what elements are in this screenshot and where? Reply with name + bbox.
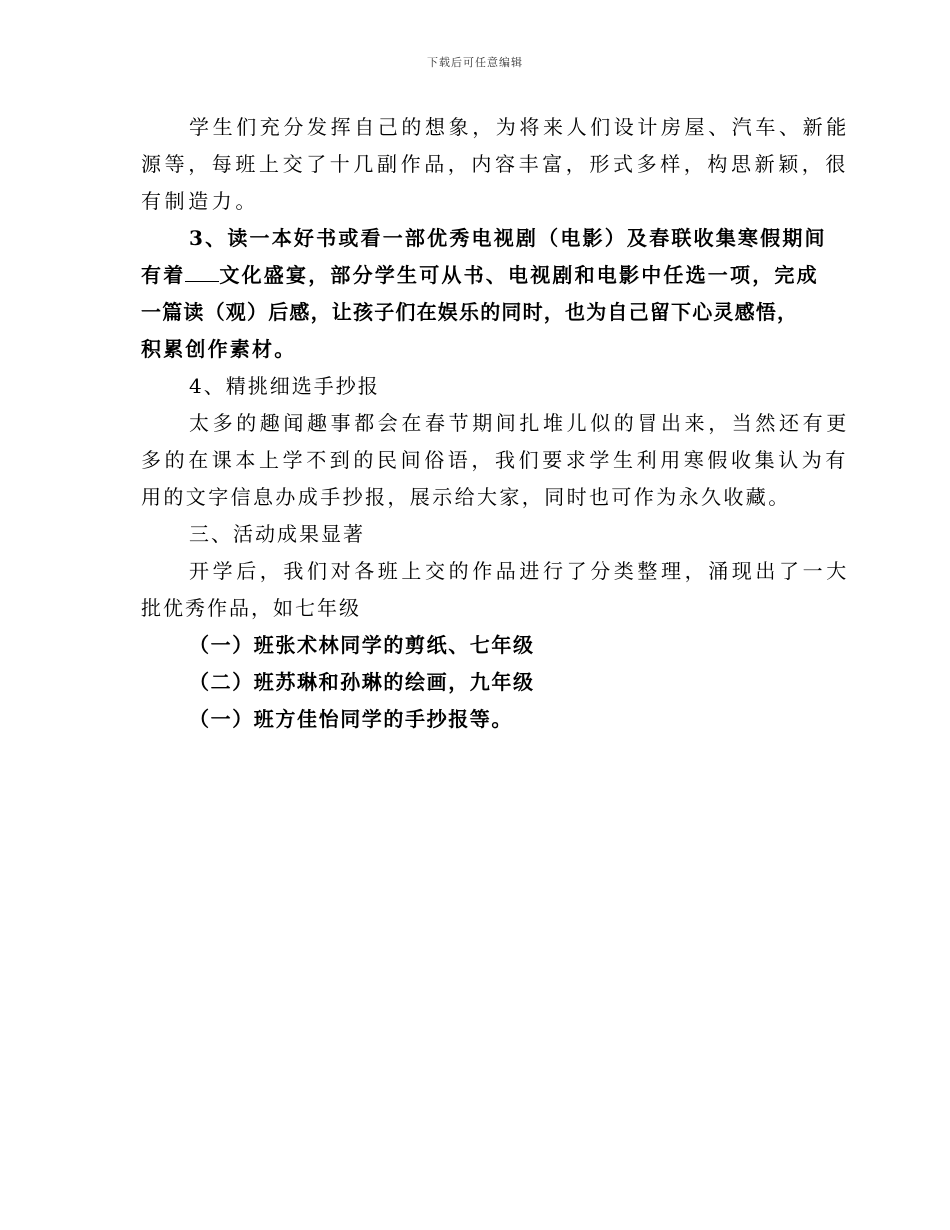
page-header: 下载后可任意编辑 [427, 56, 523, 69]
text-segment: 有着 [141, 263, 186, 287]
list-item: （一）班张术林同学的剪纸、七年级 [189, 633, 535, 657]
bold-paragraph-line [141, 263, 819, 287]
paragraph-line: 多的在课本上学不到的民间俗语，我们要求学生利用寒假收集认为有 [141, 448, 849, 472]
paragraph-line: 开学后，我们对各班上交的作品进行了分类整理，涌现出了一大 [189, 559, 850, 583]
list-item: （二）班苏琳和孙琳的绘画，九年级 [189, 670, 535, 694]
section-heading: 4、精挑细选手抄报 [189, 374, 380, 398]
bold-paragraph-line: 积累创作素材。 [141, 337, 297, 361]
paragraph-line: 源等，每班上交了十几副作品，内容丰富，形式多样，构思新颖，很 [141, 152, 849, 176]
paragraph-line: 用的文字信息办成手抄报，展示给大家，同时也可作为永久收藏。 [141, 485, 791, 509]
list-item: （一）班方佳怡同学的手抄报等。 [189, 707, 513, 731]
paragraph-line: 批优秀作品，如七年级 [141, 596, 361, 620]
fill-in-blank [185, 263, 219, 282]
paragraph-line: 太多的趣闻趣事都会在春节期间扎堆儿似的冒出来，当然还有更 [189, 411, 850, 435]
paragraph-line: 学生们充分发挥自己的想象，为将来人们设计房屋、汽车、新能 [189, 115, 850, 139]
bold-paragraph-line: 一篇读（观）后感，让孩子们在娱乐的同时，也为自己留下心灵感悟， [141, 300, 799, 324]
bold-paragraph-line: 3、读一本好书或看一部优秀电视剧（电影）及春联收集寒假期间 [189, 226, 827, 250]
paragraph-line: 有制造力。 [141, 189, 259, 213]
section-heading: 三、活动成果显著 [189, 522, 365, 546]
text-segment: 文化盛宴，部分学生可从书、电视剧和电影中任选一项，完成 [219, 263, 819, 287]
